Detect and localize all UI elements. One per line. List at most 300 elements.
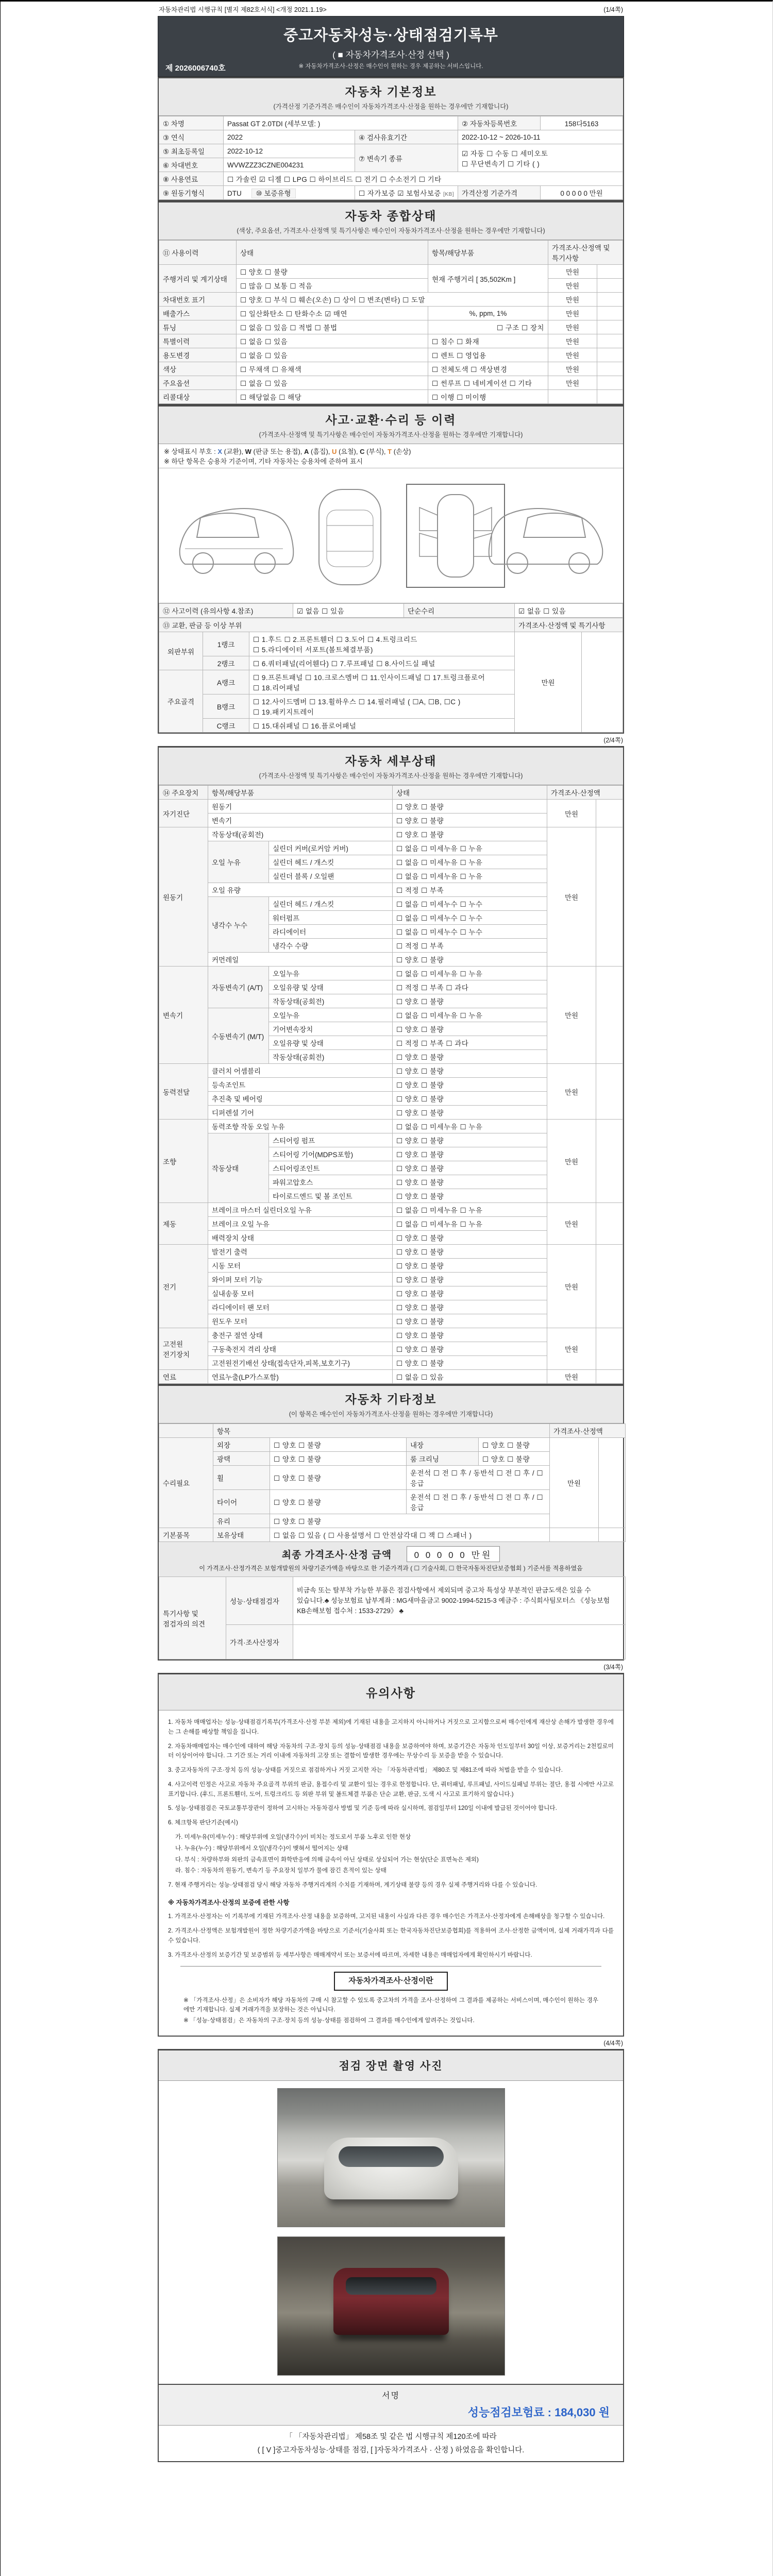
notice-item-6b: 나. 누유(누수) : 해당부위에서 오일(냉각수)이 맺혀서 떨어지는 상태 [175,1844,348,1852]
room-cleaning-status[interactable]: ☐ 양호 ☐ 불량 [479,1452,550,1466]
emission-remark [597,307,623,320]
simple-repair-value[interactable]: ☑ 없음 ☐ 있음 [515,604,623,618]
basic-items-label: 기본품목 [159,1528,213,1542]
usage-price: 만원 [548,348,597,362]
price-fuel: 만원 [547,1370,596,1384]
item-steering-gear: 스티어링 기어(MDPS포함) [269,1147,393,1161]
signature-label: 서명 [382,2392,400,2401]
accident-title [159,406,623,444]
interior-status[interactable]: ☐ 양호 ☐ 불량 [479,1438,550,1452]
item-charge-insulation: 충전구 절연 상태 [208,1328,393,1342]
color-item[interactable]: ☐ 전체도색 ☐ 색상변경 [428,362,548,376]
emission-status[interactable]: ☐ 일산화탄소 ☐ 탄화수소 ☑ 매연 [237,307,428,320]
pricing-box-line-2: ※ 「성능·상태점검」은 자동차의 구조·장치 등의 성능·상태를 점검하여 그 결과를 매수인에게 알려주는 것입니다. [183,2016,475,2024]
page-indicator-1: (1/4쪽) [603,6,623,13]
accident-history-label: ⑫ 사고이력 (유의사항 4.참조) [159,604,293,618]
notice-heading: 유의사항 [366,1686,416,1700]
status-selfdiag-trans[interactable]: ☐ 양호 ☐ 불량 [393,814,547,827]
status-charge-insulation[interactable]: ☐ 양호 ☐ 불량 [393,1328,547,1342]
section-notice [158,1673,624,2037]
item-tierod: 타이로드엔드 및 볼 조인트 [269,1189,393,1203]
exchange-price: 만원 [515,632,582,733]
document-header [158,16,624,77]
interior-label: 내장 [407,1438,479,1452]
status-starter[interactable]: ☐ 양호 ☐ 불량 [393,1259,547,1273]
field-inspection-period: ④ 검사유효기간 [355,130,458,144]
item-oil-leak: 오일 누유 [208,841,269,883]
row-emission-label: 배출가스 [159,307,237,320]
inspector-label: 성능·상태점검자 [226,1577,293,1625]
rankB-label: B랭크 [203,694,249,719]
detail-condition-table [159,785,623,1384]
item-steering-joint: 스티어링조인트 [269,1161,393,1175]
legend-x-name: (교환), [224,448,244,455]
accident-subheading: (가격조사·산정액 및 특기사항은 매수인이 자동차가격조사·산정을 원하는 경우에만 기재합니다) [259,431,523,438]
accident-heading: 사고·교환·수리 등 이력 [325,413,457,427]
col-price-remarks: 가격조사·산정액 및 특기사항 [548,241,623,265]
status-wiper[interactable]: ☐ 양호 ☐ 불량 [393,1273,547,1286]
item-gearshift: 기어변속장치 [269,1022,393,1036]
etc-col-blank [159,1424,213,1438]
notice-item-5: 5. 성능·상태점검은 국토교통부장관이 정하여 고시하는 자동차검사 방법 및 기준 등에 따라 실시하며, 점검일부터 120일 이내에 발급된 것이어야 합니다. [168,1805,557,1812]
price-selfdiag: 만원 [547,800,596,827]
col-usage-history: ⑪ 사용이력 [159,241,237,265]
rank2-items[interactable]: ☐ 6.쿼터패널(리어휀다) ☐ 7.루프패널 ☐ 8.사이드실 패널 [249,656,515,670]
item-brake-master: 브레이크 마스터 실린더오일 누유 [208,1203,393,1217]
item-generator: 발전기 출력 [208,1245,393,1259]
holding-status-label: 보유상태 [213,1528,270,1542]
status-radiator[interactable]: ☐ 없음 ☐ 미세누수 ☐ 누수 [393,925,547,939]
legend-u: U [332,448,337,455]
section-detail-condition [158,746,624,1385]
exterior-status[interactable]: ☐ 양호 ☐ 불량 [270,1438,407,1452]
item-radiator-fan: 라디에이터 팬 모터 [208,1300,393,1314]
guarantee-item-3: 3. 가격조사·산정의 보증기간 및 보증범위 등 세부사항은 매매계약서 또는 보증서에 따르며, 자세한 내용은 매매업자에게 확인하시기 바랍니다. [168,1951,532,1958]
car-diagram-open-view [407,484,505,587]
special-item[interactable]: ☐ 침수 ☐ 화재 [428,334,548,348]
device-powertrain: 동력전달 [159,1064,208,1120]
overall-heading: 자동차 종합상태 [345,209,437,223]
field-warranty-type: ⑩ 보증유형 [251,189,296,198]
overall-subheading: (색상, 주요옵션, 가격조사·산정액 및 특기사항은 매수인이 자동차가격조사·산정을 원하는 경우에만 기재합니다) [237,227,545,234]
field-reg-no: ② 자동차등록번호 [458,116,541,130]
price-steering: 만원 [547,1120,596,1203]
mileage-status-1[interactable]: ☐ 양호 ☐ 불량 [237,265,428,279]
item-oil-level: 오일 유량 [208,883,393,897]
basic-items-price [550,1528,599,1542]
final-price-title: 최종 가격조사·산정 금액 [281,1550,392,1561]
item-brake-leak: 브레이크 오일 누유 [208,1217,393,1231]
form-meta-row [158,4,624,16]
value-first-reg: 2022-10-12 [224,144,355,158]
status-radiator-fan[interactable]: ☐ 양호 ☐ 불량 [393,1300,547,1314]
wheel-status[interactable]: ☐ 양호 ☐ 불량 [270,1466,407,1490]
status-at-oil-state[interactable]: ☐ 적정 ☐ 부족 ☐ 과다 [393,980,547,994]
footer-law-reference: 「 「자동차관리법」 제58조 및 같은 법 시행규칙 제120조에 따라 [285,2433,497,2442]
rankC-label: C랭크 [203,719,249,733]
item-steering-op: 작동상태 [208,1133,269,1203]
col-detail-item: 항목/해당부품 [208,786,393,800]
status-engine-idle[interactable]: ☐ 양호 ☐ 불량 [393,827,547,841]
exchange-panel-table [159,618,623,733]
page-indicator-4: (4/4쪽) [603,2040,623,2047]
remark-steering [596,1120,623,1203]
status-booster[interactable]: ☐ 양호 ☐ 불량 [393,1231,547,1245]
color-price: 만원 [548,362,597,376]
col-detail-price: 가격조사·산정액 [547,786,623,800]
status-clutch[interactable]: ☐ 양호 ☐ 불량 [393,1064,547,1078]
status-propshaft[interactable]: ☐ 양호 ☐ 불량 [393,1092,547,1106]
usage-remark [597,348,623,362]
emission-price: 만원 [548,307,597,320]
notice-item-6d: 라. 침수 : 자동차의 원동기, 변속기 등 주요장치 일부가 물에 잠긴 흔적이 있는 상태 [175,1867,386,1874]
document-page [158,4,624,2462]
exterior-label: 외장 [213,1438,270,1452]
value-model-year: 2022 [224,130,355,144]
status-blower[interactable]: ☐ 양호 ☐ 불량 [393,1286,547,1300]
item-waterpump: 워터펌프 [269,911,393,925]
etc-title [159,1386,623,1423]
field-engine-type: ⑨ 원동기형식 [159,186,224,200]
item-coolant-leak: 냉각수 누수 [208,897,269,953]
remark-powertrain [596,1064,623,1120]
status-steering-joint[interactable]: ☐ 양호 ☐ 불량 [393,1161,547,1175]
legend-u-name: (요철), [339,448,358,455]
status-gearshift[interactable]: ☐ 양호 ☐ 불량 [393,1022,547,1036]
price-electric: 만원 [547,1245,596,1328]
emission-values: %, ppm, 1% [428,307,548,320]
rank1-items[interactable]: ☐ 1.후드 ☐ 2.프론트휀더 ☐ 3.도어 ☐ 4.트렁크리드 ☐ 5.라디에이터 서포트(볼트체결부품) [249,632,515,656]
section-etc-info [158,1385,624,1660]
col-device: ⑭ 주요장치 [159,786,208,800]
car-diagram-front-perspective [179,509,293,573]
document-note: ※ 자동차가격조사·산정은 매수인이 원하는 경우 제공하는 서비스입니다. [298,63,483,70]
status-cyl-head[interactable]: ☐ 없음 ☐ 미세누유 ☐ 누유 [393,855,547,869]
recall-remark [597,390,623,404]
value-reg-no: 158다5163 [541,116,623,130]
status-selfdiag-engine[interactable]: ☐ 양호 ☐ 불량 [393,800,547,814]
field-first-reg: ⑤ 최초등록일 [159,144,224,158]
accident-history-value[interactable]: ☑ 없음 ☐ 있음 [293,604,404,618]
price-brake: 만원 [547,1203,596,1245]
signature-band [159,2384,623,2426]
value-fuel-options[interactable]: ☐ 가솔린 ☑ 디젤 ☐ LPG ☐ 하이브리드 ☐ 전기 ☐ 수소전기 ☐ 기타 [224,172,623,186]
legend-w-name: (판금 또는 용접), [253,448,303,455]
tuning-item[interactable]: ☐ 구조 ☐ 장치 [428,320,548,334]
status-mt-idle[interactable]: ☐ 양호 ☐ 불량 [393,1050,547,1064]
field-base-price: 가격산정 기준가격 [458,186,541,200]
item-hp-hose: 파워고압호스 [269,1175,393,1189]
legend-x: X [217,448,222,455]
exchange-remark [582,632,623,733]
status-hp-hose[interactable]: ☐ 양호 ☐ 불량 [393,1175,547,1189]
page-indicator-2: (2/4쪽) [603,737,623,744]
item-mt-oil-state: 오일유량 및 상태 [269,1036,393,1050]
recall-item[interactable]: ☐ 이행 ☐ 미이행 [428,390,548,404]
car-diagram-top-view [319,489,381,585]
status-window-motor[interactable]: ☐ 양호 ☐ 불량 [393,1314,547,1328]
transmission-options-2[interactable]: ☐ 무단변속기 ☐ 기타 ( ) [462,160,540,168]
repair-price: 만원 [550,1438,599,1528]
basic-info-table [159,116,623,200]
car-damage-diagrams [159,468,623,603]
row-vin-label: 차대번호 표기 [159,293,237,307]
price-powertrain: 만원 [547,1064,596,1120]
status-battery-isolation[interactable]: ☐ 양호 ☐ 불량 [393,1342,547,1356]
item-radiator: 라디에이터 [269,925,393,939]
color-status[interactable]: ☐ 무채색 ☐ 유채색 [237,362,428,376]
pricing-box-line-1: ※ 「가격조사·산정」은 소비자가 해당 자동차의 구매 시 참고할 수 있도록 중고차의 가격을 조사·산정하여 그 결과를 제공하는 서비스이며, 매수인이 원하는 경우에만 기재합니다. 실제 거래가격을 보장하는 것은 아닙니다. [183,1996,598,2013]
overall-condition-table [159,240,623,404]
etc-subheading: (이 항목은 매수인이 자동차가격조사·산정을 원하는 경우에만 기재합니다) [289,1411,493,1418]
value-car-name: Passat GT 2.0TDI (세부모델: ) [224,116,458,130]
row-usage-label: 용도변경 [159,348,237,362]
mileage-status-2[interactable]: ☐ 많음 ☐ 보통 ☐ 적음 [237,279,428,293]
overall-title [159,202,623,240]
etc-heading: 자동차 기타정보 [345,1393,437,1406]
wheel-positions[interactable]: 운전석 ☐ 전 ☐ 후 / 동반석 ☐ 전 ☐ 후 / ☐ 응급 [407,1466,550,1490]
notice-body [159,1710,623,2036]
item-steering-pump: 스티어링 펌프 [269,1133,393,1147]
item-selfdiag-engine: 원동기 [208,800,393,814]
option-price: 만원 [548,376,597,390]
item-selfdiag-trans: 변속기 [208,814,393,827]
tire-label: 타이어 [213,1490,270,1514]
price-engine: 만원 [547,827,596,967]
glass-status[interactable]: ☐ 양호 ☐ 불량 [270,1514,550,1528]
mileage-remark-1 [597,265,623,279]
status-steering-gear[interactable]: ☐ 양호 ☐ 불량 [393,1147,547,1161]
status-steering-pump[interactable]: ☐ 양호 ☐ 불량 [393,1133,547,1147]
tire-positions[interactable]: 운전석 ☐ 전 ☐ 후 / 동반석 ☐ 전 ☐ 후 / ☐ 응급 [407,1490,550,1514]
status-cyl-block[interactable]: ☐ 없음 ☐ 미세누유 ☐ 누유 [393,869,547,883]
etc-info-table [159,1423,626,1542]
basic-info-title [159,78,623,116]
item-hv-wiring: 고전원전기배선 상태(접속단자,피복,보호기구) [208,1356,393,1370]
appraiser-remarks [293,1625,626,1659]
item-booster: 배력장치 상태 [208,1231,393,1245]
final-price-value: 0 0 0 0 0 만원 [407,1546,500,1562]
remark-transmission [596,967,623,1064]
page-indicator-3: (3/4쪽) [603,1664,623,1671]
legend-w: W [245,448,251,455]
status-mt-oil-leak[interactable]: ☐ 없음 ☐ 미세누유 ☐ 누유 [393,1008,547,1022]
simple-repair-label: 단순수리 [404,604,515,618]
device-electric: 전기 [159,1245,208,1328]
value-warranty-type[interactable]: ☐ 자가보증 ☑ 보험사보증 [KB] [355,186,458,200]
holding-status-options[interactable]: ☐ 없음 ☐ 있음 ( ☐ 사용설명서 ☐ 안전삼각대 ☐ 잭 ☐ 스패너 ) [270,1528,550,1542]
notice-item-6: 6. 체크항목 판단기준(예시) [168,1819,238,1826]
inspection-photo-front [277,2088,505,2227]
car-diagram-svg [164,471,618,595]
row-recall-label: 리콜대상 [159,390,237,404]
option-item[interactable]: ☐ 썬루프 ☐ 네비게이션 ☐ 기타 [428,376,548,390]
mileage-remark-2 [597,279,623,293]
usage-status[interactable]: ☐ 없음 ☐ 있음 [237,348,428,362]
etc-col-price: 가격조사·산정액 [550,1424,626,1438]
value-inspection-period: 2022-10-12 ~ 2026-10-11 [458,130,623,144]
item-commonrail: 커먼레일 [208,953,393,967]
remark-brake [596,1203,623,1245]
guarantee-heading: ※ 자동차가격조사·산정의 보증에 관한 사항 [168,1899,290,1906]
legend-prefix: ※ 상태표시 부호 : [164,448,216,455]
vin-remark [597,293,623,307]
section-accident-history [158,405,624,734]
item-cool-level: 냉각수 수량 [269,939,393,953]
notice-item-6a: 가. 미세누유(미세누수) : 해당부위에 오일(냉각수)이 비치는 정도로서 부품 노후로 인한 현상 [175,1834,411,1841]
wheel-label: 휠 [213,1466,270,1490]
recall-price [548,390,597,404]
item-cyl-cover: 실린더 커버(로커암 커버) [269,841,393,855]
option-remark [597,376,623,390]
value-vin: WVWZZZ3CZNE004231 [224,158,355,172]
status-ps-leak[interactable]: ☐ 없음 ☐ 미세누유 ☐ 누유 [393,1120,547,1133]
mileage-price-2: 만원 [548,279,597,293]
rankA-label: A랭크 [203,670,249,694]
guarantee-item-2: 2. 가격조사·산정액은 보험개발원이 정한 차량기준가액을 바탕으로 기준서(기술사회 또는 한국자동차진단보증협회)를 적용하여 조사·산정한 금액이며, 실제 거래가격과 다를 수 있습니다. [168,1927,614,1944]
field-vin: ⑥ 차대번호 [159,158,224,172]
inspection-photo-rear [277,2236,505,2376]
appraiser-label: 가격·조사산정자 [226,1625,293,1659]
status-cyl-cover[interactable]: ☐ 없음 ☐ 미세누유 ☐ 누유 [393,841,547,855]
item-at-idle: 작동상태(공회전) [269,994,393,1008]
polish-status[interactable]: ☐ 양호 ☐ 불량 [270,1452,407,1466]
item-cv-joint: 등속조인트 [208,1078,393,1092]
recall-status[interactable]: ☐ 해당없음 ☐ 해당 [237,390,428,404]
legend-t: T [388,448,392,455]
transmission-options-1[interactable]: ☑ 자동 ☐ 수동 ☐ 세미오토 [462,149,548,158]
remark-high-voltage [596,1328,623,1370]
special-status[interactable]: ☐ 없음 ☐ 있음 [237,334,428,348]
status-fuel-leak[interactable]: ☐ 없음 ☐ 있음 [393,1370,547,1384]
tuning-status[interactable]: ☐ 없음 ☐ 있음 ☐ 적법 ☐ 불법 [237,320,428,334]
item-at-oil-leak: 오일누유 [269,967,393,980]
basic-info-subheading: (가격산정 기준가격은 매수인이 자동차가격조사·산정을 원하는 경우에만 기재합니다) [273,103,509,110]
value-engine-type: DTU ⑩ 보증유형 [224,186,355,200]
item-propshaft: 추진축 및 베어링 [208,1092,393,1106]
detail-title [159,748,623,785]
confirmation-footer [159,2426,623,2461]
special-remark [597,334,623,348]
status-differential[interactable]: ☐ 양호 ☐ 불량 [393,1106,547,1120]
repair-remark [599,1438,626,1528]
item-ps-leak: 동력조향 작동 오일 누유 [208,1120,393,1133]
usage-item[interactable]: ☐ 렌트 ☐ 영업용 [428,348,548,362]
status-waterpump[interactable]: ☐ 없음 ☐ 미세누수 ☐ 누수 [393,911,547,925]
row-color-label: 색상 [159,362,237,376]
remark-electric [596,1245,623,1328]
item-blower: 실내송풍 모터 [208,1286,393,1300]
main-frame-label: 주요골격 [159,670,203,733]
item-window-motor: 윈도우 모터 [208,1314,393,1328]
item-starter: 시동 모터 [208,1259,393,1273]
tuning-price: 만원 [548,320,597,334]
basic-items-remark [599,1528,626,1542]
rankA-items[interactable]: ☐ 9.프론트패널 ☐ 10.크로스멤버 ☐ 11.인사이드패널 ☐ 17.트렁크플로어 ☐ 18.리어패널 [249,670,515,694]
field-fuel: ⑧ 사용연료 [159,172,224,186]
status-cv-joint[interactable]: ☐ 양호 ☐ 불량 [393,1078,547,1092]
notice-item-1: 1. 자동차 매매업자는 성능·상태점검기록부(가격조사·산정 부분 제외)에 기재된 내용을 고지하지 아니하거나 거짓으로 고지함으로써 매수인에게 재산상 손해가 발생한 경우에는 그 손해를 배상할 책임을 집니다. [168,1719,614,1735]
photos-title-band [159,2050,623,2081]
status-cool-level[interactable]: ☐ 적정 ☐ 부족 [393,939,547,953]
field-transmission: ⑦ 변속기 종류 [355,144,458,172]
device-fuel: 연료 [159,1370,208,1384]
remarks-table [159,1577,626,1659]
form-reference: 자동차관리법 시행규칙 [별지 제82호서식] <개정 2021.1.19> [159,6,327,13]
remark-fuel [596,1370,623,1384]
option-status[interactable]: ☐ 없음 ☐ 있음 [237,376,428,390]
final-price-note: 이 가격조사·산정가격은 보험개발원의 차량기준가액을 바탕으로 한 기준가격과 ( ☐ 기술사회, ☐ 한국자동차진단보증협회 ) 기준서를 적용하였음 [199,1565,583,1572]
rankC-items[interactable]: ☐ 15.대쉬패널 ☐ 16.플로어패널 [249,719,515,733]
status-at-idle[interactable]: ☐ 양호 ☐ 불량 [393,994,547,1008]
field-model-year: ③ 연식 [159,130,224,144]
status-commonrail[interactable]: ☐ 양호 ☐ 불량 [393,953,547,967]
status-symbol-legend [159,444,623,468]
room-cleaning-label: 룸 크리닝 [407,1452,479,1466]
legend-a-name: (흠집), [311,448,330,455]
status-mt-oil-state[interactable]: ☐ 적정 ☐ 부족 ☐ 과다 [393,1036,547,1050]
item-mt-oil-leak: 오일누유 [269,1008,393,1022]
pricing-definition-box [180,1966,601,2025]
warranty-provider: [KB] [443,192,454,197]
mileage-price-1: 만원 [548,265,597,279]
document-title: 중고자동차성능·상태점검기록부 [283,27,498,44]
value-transmission [458,144,623,172]
document-number: 제 2026006740호 [165,64,226,73]
rank1-label: 1랭크 [203,632,249,656]
footer-confirmation-line: ( [ V ]중고자동차성능·상태를 점검, [ ]자동차가격조사 · 산정 ) 하였음을 확인합니다. [257,2446,525,2454]
notice-item-6c: 다. 부식 : 차량하부와 외판의 금속표면이 화학반응에 의해 금속이 아닌 상태로 상실되어 가는 현상(단순 표면녹은 제외) [175,1856,479,1863]
device-steering: 조향 [159,1120,208,1203]
device-brake: 제동 [159,1203,208,1245]
tire-status[interactable]: ☐ 양호 ☐ 불량 [270,1490,407,1514]
status-brake-master[interactable]: ☐ 없음 ☐ 미세누유 ☐ 누유 [393,1203,547,1217]
legend-t-name: (손상) [393,448,411,455]
field-car-name: ① 차명 [159,116,224,130]
pricing-box-title: 자동차가격조사·산정이란 [334,1972,447,1990]
status-brake-leak[interactable]: ☐ 없음 ☐ 미세누유 ☐ 누유 [393,1217,547,1231]
detail-subheading: (가격조사·산정액 및 특기사항은 매수인이 자동차가격조사·산정을 원하는 경우에만 기재합니다) [259,772,523,779]
vin-status[interactable]: ☐ 양호 ☐ 부식 ☐ 훼손(오손) ☐ 상이 ☐ 변조(변타) ☐ 도말 [237,293,548,307]
glass-label: 유리 [213,1514,270,1528]
device-engine: 원동기 [159,827,208,967]
special-price: 만원 [548,334,597,348]
row-mileage-label: 주행거리 및 계기상태 [159,265,237,293]
status-oil-level[interactable]: ☐ 적정 ☐ 부족 [393,883,547,897]
device-selfdiag: 자기진단 [159,800,208,827]
value-base-price: 0 0 0 0 0 만원 [541,186,623,200]
device-transmission: 변속기 [159,967,208,1064]
item-fuel-leak: 연료누출(LP가스포함) [208,1370,393,1384]
item-wiper: 와이퍼 모터 기능 [208,1273,393,1286]
remark-selfdiag [596,800,623,827]
row-special-label: 특별이력 [159,334,237,348]
photos-heading: 점검 장면 촬영 사진 [339,2060,443,2073]
remark-engine [596,827,623,967]
photo-area [159,2081,623,2384]
status-tierod[interactable]: ☐ 양호 ☐ 불량 [393,1189,547,1203]
status-hv-wiring[interactable]: ☐ 양호 ☐ 불량 [393,1356,547,1370]
status-generator[interactable]: ☐ 양호 ☐ 불량 [393,1245,547,1259]
document-subtitle: ( ■ 자동차가격조사·산정 선택 ) [332,50,449,60]
rankB-items[interactable]: ☐ 12.사이드멤버 ☐ 13.휠하우스 ☐ 14.필러패널 ( ☐A, ☐B, ☐C ) ☐ 19.패키지트레이 [249,694,515,719]
notice-item-7: 7. 현재 주행거리는 성능·상태점검 당시 해당 자동차 주행거리계의 수치를 기재하며, 계기상태 불량 등의 경우 실제 주행거리와 다를 수 있습니다. [168,1882,537,1889]
row-option-label: 주요옵션 [159,376,237,390]
guarantee-item-1: 1. 가격조사·산정자는 이 기록부에 기재된 가격조사·산정 내용을 보증하며, 고지된 내용이 사실과 다른 경우 매수인은 가격조사·산정자에게 손해배상을 청구할 수 있습니다. [168,1913,605,1920]
status-cool-head[interactable]: ☐ 없음 ☐ 미세누수 ☐ 누수 [393,897,547,911]
status-at-oil-leak[interactable]: ☐ 없음 ☐ 미세누유 ☐ 누유 [393,967,547,980]
rank2-label: 2랭크 [203,656,249,670]
